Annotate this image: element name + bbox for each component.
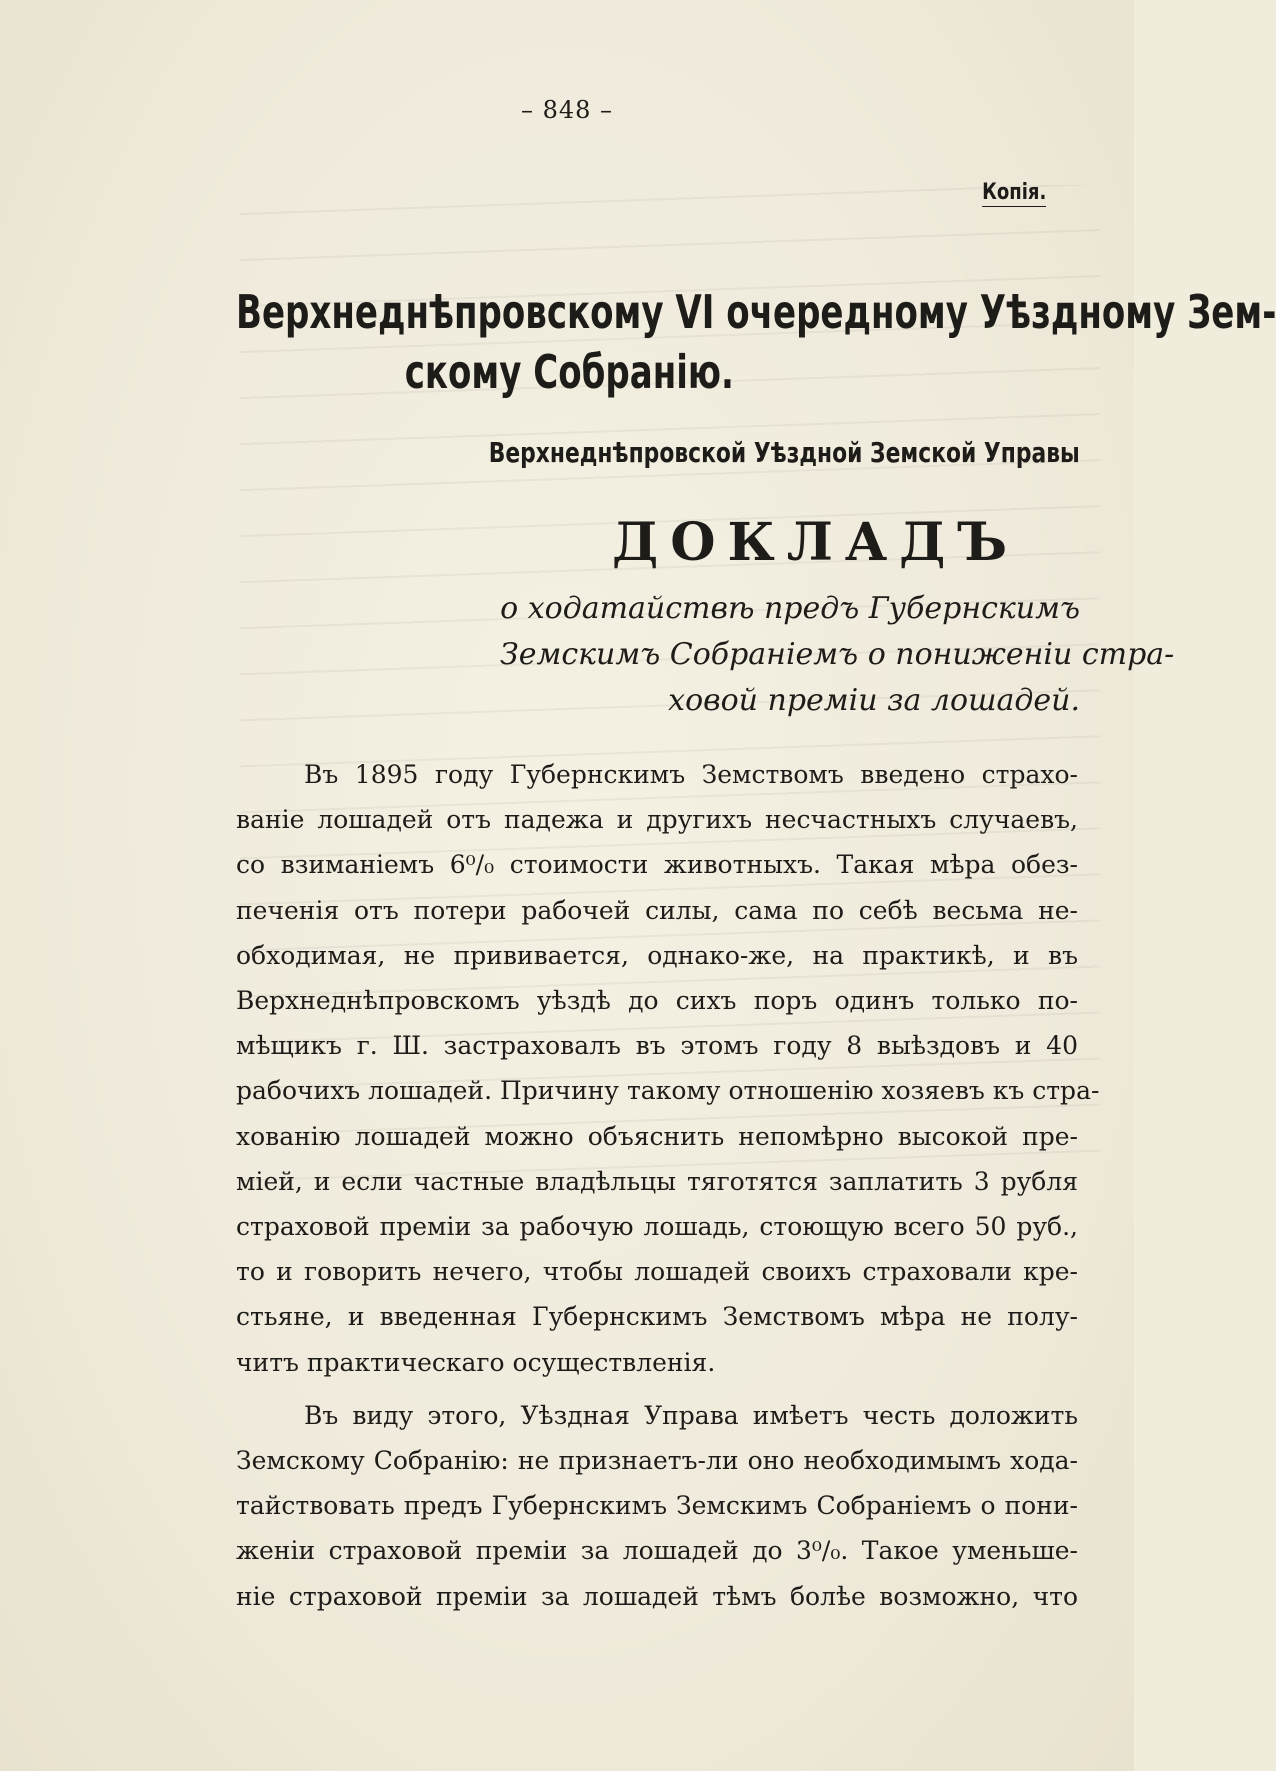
body-line: стьяне, и введенная Губернскимъ Земствомъ мѣра не полу-	[236, 1302, 1078, 1332]
paragraph-gap	[236, 1385, 1078, 1393]
body-line: читъ практическаго осуществленія.	[236, 1347, 716, 1377]
body-line: обходимая, не прививается, однако-же, на практикѣ, и въ	[236, 940, 1078, 970]
body-line: хованію лошадей можно объяснить непомѣрно высокой пре-	[236, 1121, 1078, 1151]
subtitle-line: ховой преміи за лошадей.	[668, 683, 1080, 718]
heading-line-1: Верхнеднѣпровскому VI очередному Уѣздному Зем-	[236, 285, 1276, 339]
body-line: Въ виду этого, Уѣздная Управа имѣетъ честь доложить	[304, 1400, 1078, 1430]
body-line: мѣщикъ г. Ш. застраховалъ въ этомъ году 8 выѣздовъ и 40	[236, 1031, 1078, 1061]
subtitle-line: Земскимъ Собраніемъ о пониженіи стра-	[500, 637, 1175, 672]
body-line: тайствовать предъ Губернскимъ Земскимъ Собраніемъ о пони-	[236, 1491, 1078, 1521]
copy-label: Копія.	[981, 180, 1046, 205]
body-line: печенія отъ потери рабочей силы, сама по себѣ весьма не-	[236, 895, 1078, 925]
body-line: ваніе лошадей отъ падежа и другихъ несчастныхъ случаевъ,	[236, 805, 1078, 835]
report-body	[236, 752, 1100, 1619]
body-line: то и говорить нечего, чтобы лошадей своихъ страховали кре-	[236, 1257, 1078, 1287]
heading-line-2: скому Собранію.	[404, 345, 734, 399]
addressee-heading	[236, 282, 1276, 402]
document-subtitle	[500, 586, 1175, 724]
page-number: – 848 –	[520, 96, 614, 124]
body-line: страховой преміи за рабочую лошадь, стоющую всего 50 руб.,	[236, 1212, 1078, 1242]
body-line: Верхнеднѣпровскомъ уѣздѣ до сихъ поръ одинъ только по-	[236, 986, 1078, 1016]
body-line: ніе страховой преміи за лошадей тѣмъ болѣе возможно, что	[236, 1581, 1078, 1611]
body-line: Земскому Собранію: не признаетъ-ли оно необходимымъ хода-	[236, 1446, 1078, 1476]
body-line: міей, и если частные владѣльцы тяготятся заплатить 3 рубля	[236, 1166, 1078, 1196]
body-line: со взиманіемъ 6⁰/₀ стоимости животныхъ. Такая мѣра обез-	[236, 850, 1078, 880]
issuer-subheading: Верхнеднѣпровской Уѣздной Земской Управы	[488, 436, 1080, 469]
body-line: Въ 1895 году Губернскимъ Земствомъ введено страхо-	[304, 760, 1078, 789]
body-line: рабочихъ лошадей. Причину такому отношенію хозяевъ къ стра-	[236, 1076, 1100, 1106]
subtitle-line: о ходатайствѣ предъ Губернскимъ	[500, 591, 1080, 626]
body-line: женіи страховой преміи за лошадей до 3⁰/₀. Такое уменьше-	[236, 1536, 1078, 1566]
document-title: ДОКЛАДЪ	[612, 512, 1020, 573]
